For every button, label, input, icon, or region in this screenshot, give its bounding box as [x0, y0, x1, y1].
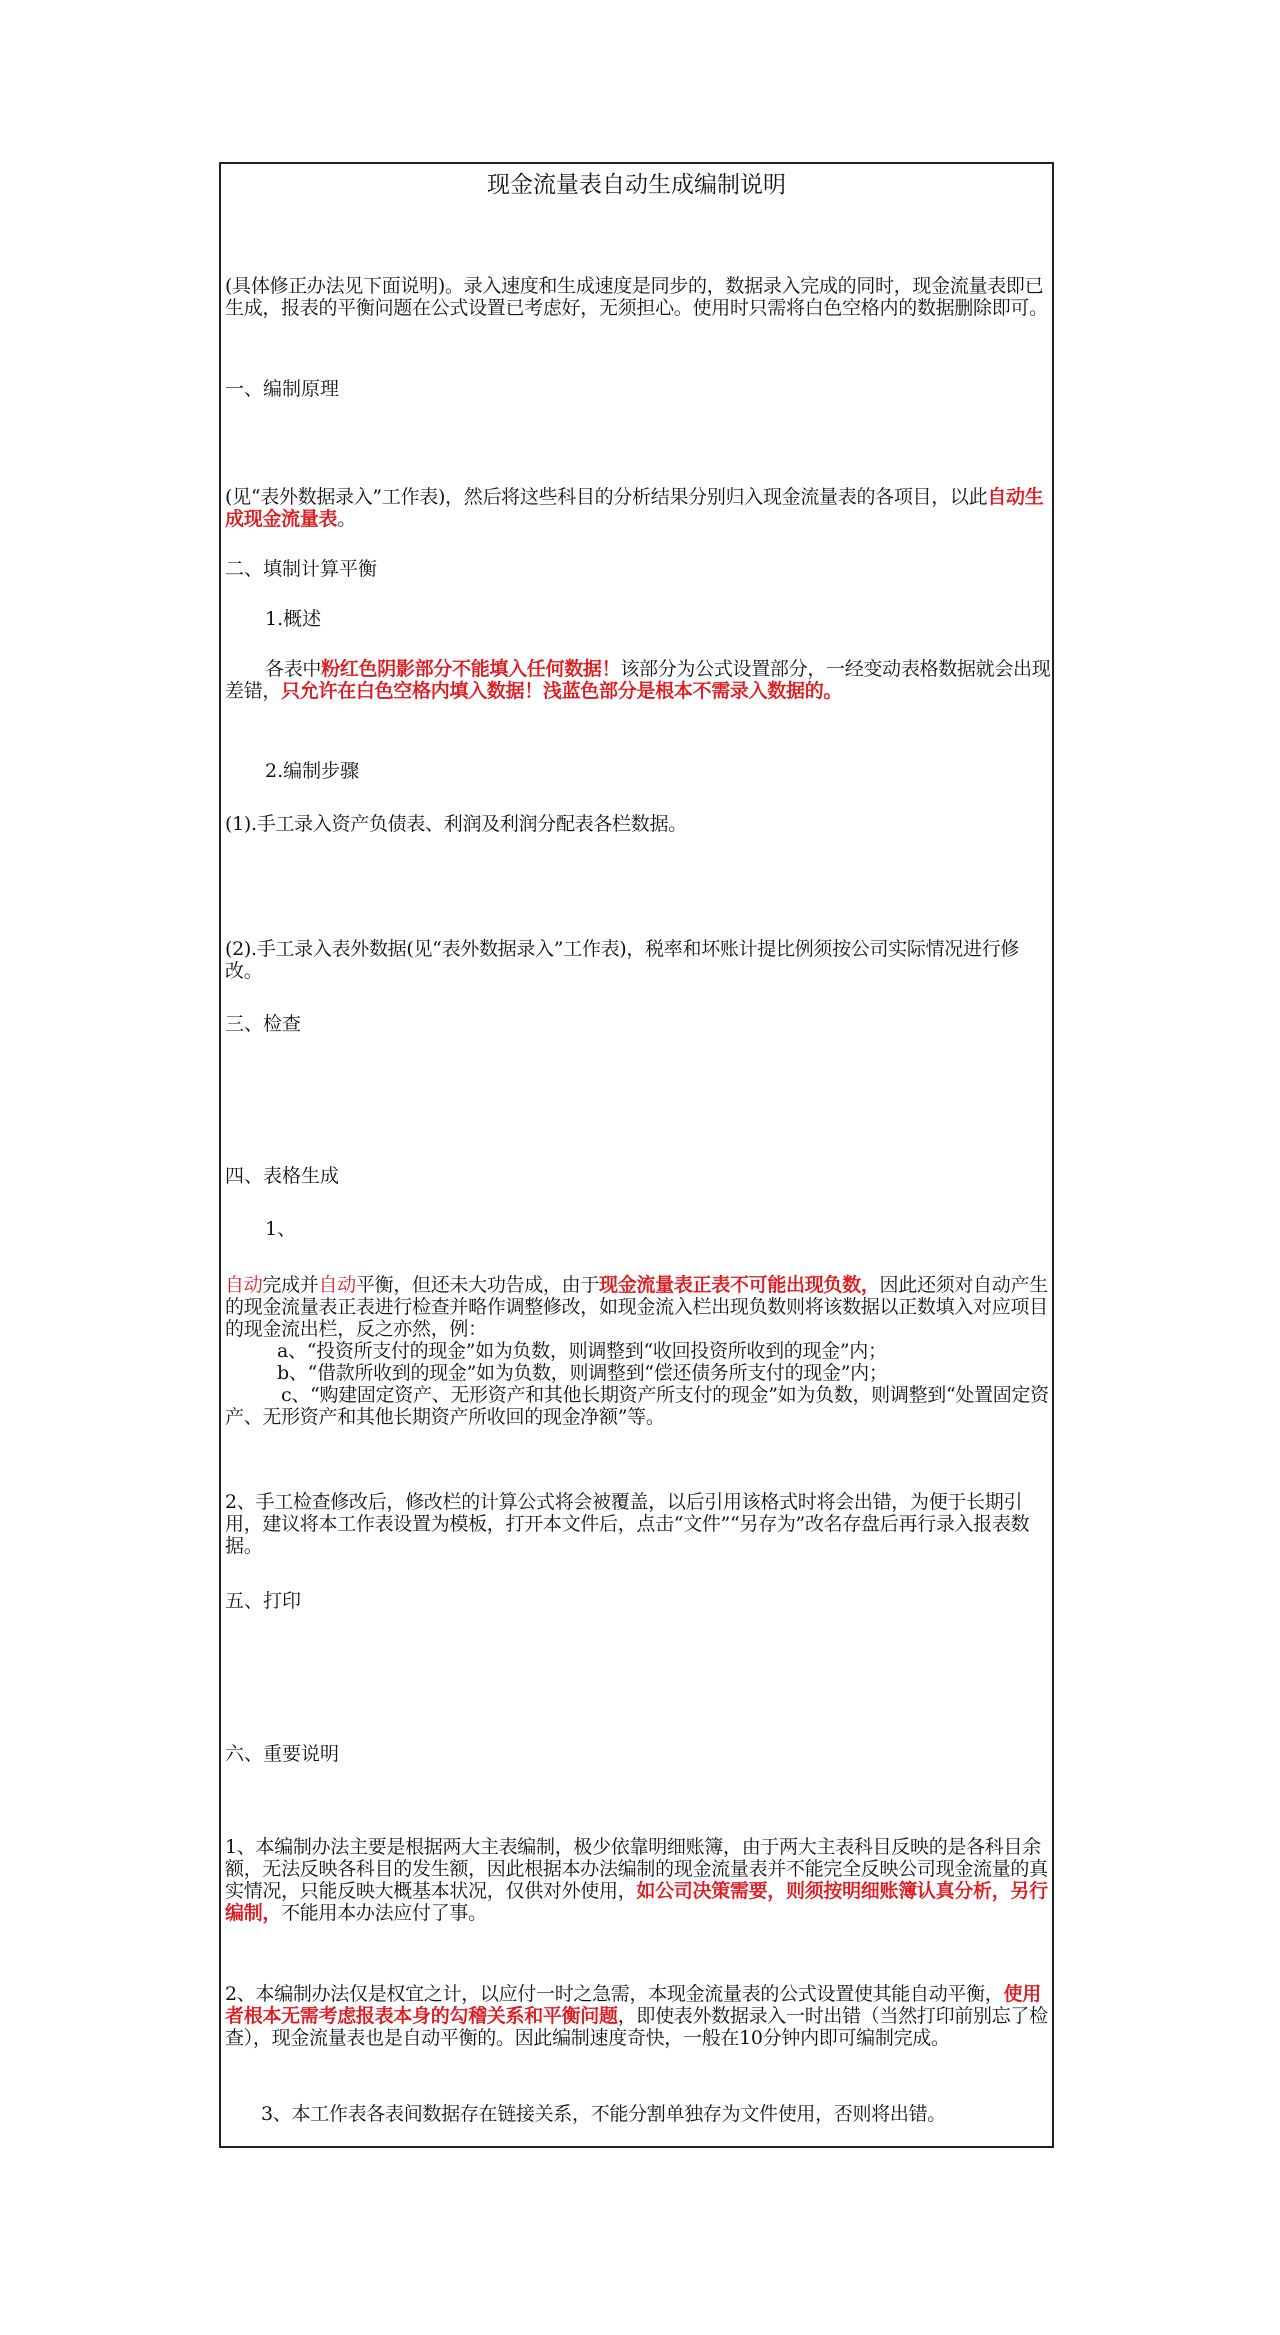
- auto-emphasis-1: 自动: [225, 1274, 263, 1296]
- section4-text-1: 完成并: [262, 1274, 319, 1296]
- overview-warning-2: 只允许在白色空格内填入数据！浅蓝色部分是根本不需录入数据的。: [281, 680, 843, 702]
- section1-emphasis: 自动生成现金流量表: [225, 486, 1044, 530]
- section5-heading: 五、打印: [225, 1590, 302, 1612]
- section4-paragraph: [225, 1274, 1051, 1428]
- section4-text-2: 平衡，但还未大功告成，由于: [355, 1274, 600, 1296]
- no-negative-warning: 现金流量表正表不可能出现负数，: [599, 1274, 880, 1296]
- note2-text-end: ，即使表外数据录入一时出错（当然打印前别忘了检查），现金流量表也是自动平衡的。因此编制速度奇快，一般在10分钟内即可编制完成。: [225, 2005, 1048, 2049]
- note-3: 3、本工作表各表间数据存在链接关系，不能分割单独存为文件使用，否则将出错。: [261, 2103, 946, 2125]
- example-c: c、“购建固定资产、无形资产和其他长期资产所支付的现金”如为负数，则调整到“处置固定资产、无形资产和其他长期资产所收回的现金净额”等。: [225, 1384, 1049, 1428]
- note-2: [225, 1983, 1051, 2049]
- document-title: 现金流量表自动生成编制说明: [487, 172, 786, 198]
- note1-text-end: 不能用本办法应付了事。: [281, 1902, 487, 1924]
- section2-sub2-heading: 2.编制步骤: [265, 760, 360, 782]
- example-a: a、“投资所支付的现金”如为负数，则调整到“收回投资所收到的现金”内；: [277, 1340, 887, 1362]
- overview-warning-1: 粉红色阴影部分不能填入任何数据！: [321, 658, 621, 680]
- section2-heading: 二、填制计算平衡: [225, 558, 378, 580]
- example-b: b、“借款所收到的现金”如为负数，则调整到“偿还债务所支付的现金”内；: [277, 1362, 888, 1384]
- note-1: [225, 1836, 1051, 1924]
- section1-text-end: 。: [337, 508, 356, 530]
- note1-emphasis: 如公司决策需要，则须按明细账簿认真分析，另行编制，: [225, 1880, 1048, 1924]
- overview-text: 各表中: [265, 658, 322, 680]
- section1-paragraph: [225, 486, 1051, 530]
- section1-heading: 一、编制原理: [225, 378, 340, 400]
- note1-text: 1、本编制办法主要是根据两大主表编制，极少依靠明细账簿，由于两大主表科目反映的是各科目余额，无法反映各科目的发生额，因此根据本办法编制的现金流量表并不能完全反映公司现金流量的真实情况，只能反映大概基本状况，仅供对外使用，: [225, 1836, 1048, 1902]
- note2-emphasis: 使用者根本无需考虑报表本身的勾稽关系和平衡问题: [225, 1983, 1041, 2027]
- section2-sub1-heading: 1.概述: [265, 608, 322, 630]
- section3-heading: 三、检查: [225, 1013, 302, 1035]
- note2-text: 2、本编制办法仅是权宜之计，以应付一时之急需，本现金流量表的公式设置使其能自动平衡，: [225, 1983, 1004, 2005]
- auto-emphasis-2: 自动: [318, 1274, 356, 1296]
- section6-heading: 六、重要说明: [225, 1743, 340, 1765]
- step-1: (1).手工录入资产负债表、利润及利润分配表各栏数据。: [225, 813, 687, 835]
- section4-text-3: 因此还须对自动产生的现金流量表正表进行检查并略作调整修改，如现金流入栏出现负数则将该数据以正数填入对应项目的现金流出栏，反之亦然，例：: [225, 1274, 1048, 1340]
- overview-text-2: 该部分为公式设置部分，一经变动表格数据就会出现差错，: [225, 658, 1051, 702]
- step-2: (2).手工录入表外数据(见“表外数据录入”工作表)，税率和坏账计提比例须按公司实际情况进行修改。: [225, 938, 1020, 982]
- section4-item2: 2、手工检查修改后，修改栏的计算公式将会被覆盖，以后引用该格式时将会出错，为便于长期引用，建议将本工作表设置为模板，打开本文件后，点击“文件”“另存为”改名存盘后再行录入报表数据。: [225, 1491, 1030, 1557]
- intro-paragraph: (具体修正办法见下面说明)。录入速度和生成速度是同步的，数据录入完成的同时，现金流量表即已生成，报表的平衡问题在公式设置已考虑好，无须担心。使用时只需将白色空格内的数据删除即可。: [225, 275, 1048, 319]
- section4-item1-label: 1、: [265, 1218, 297, 1240]
- section2-overview-paragraph: [225, 658, 1051, 702]
- section4-heading: 四、表格生成: [225, 1165, 340, 1187]
- section1-text: (见“表外数据录入”工作表)，然后将这些科目的分析结果分别归入现金流量表的各项目，以此: [225, 486, 988, 508]
